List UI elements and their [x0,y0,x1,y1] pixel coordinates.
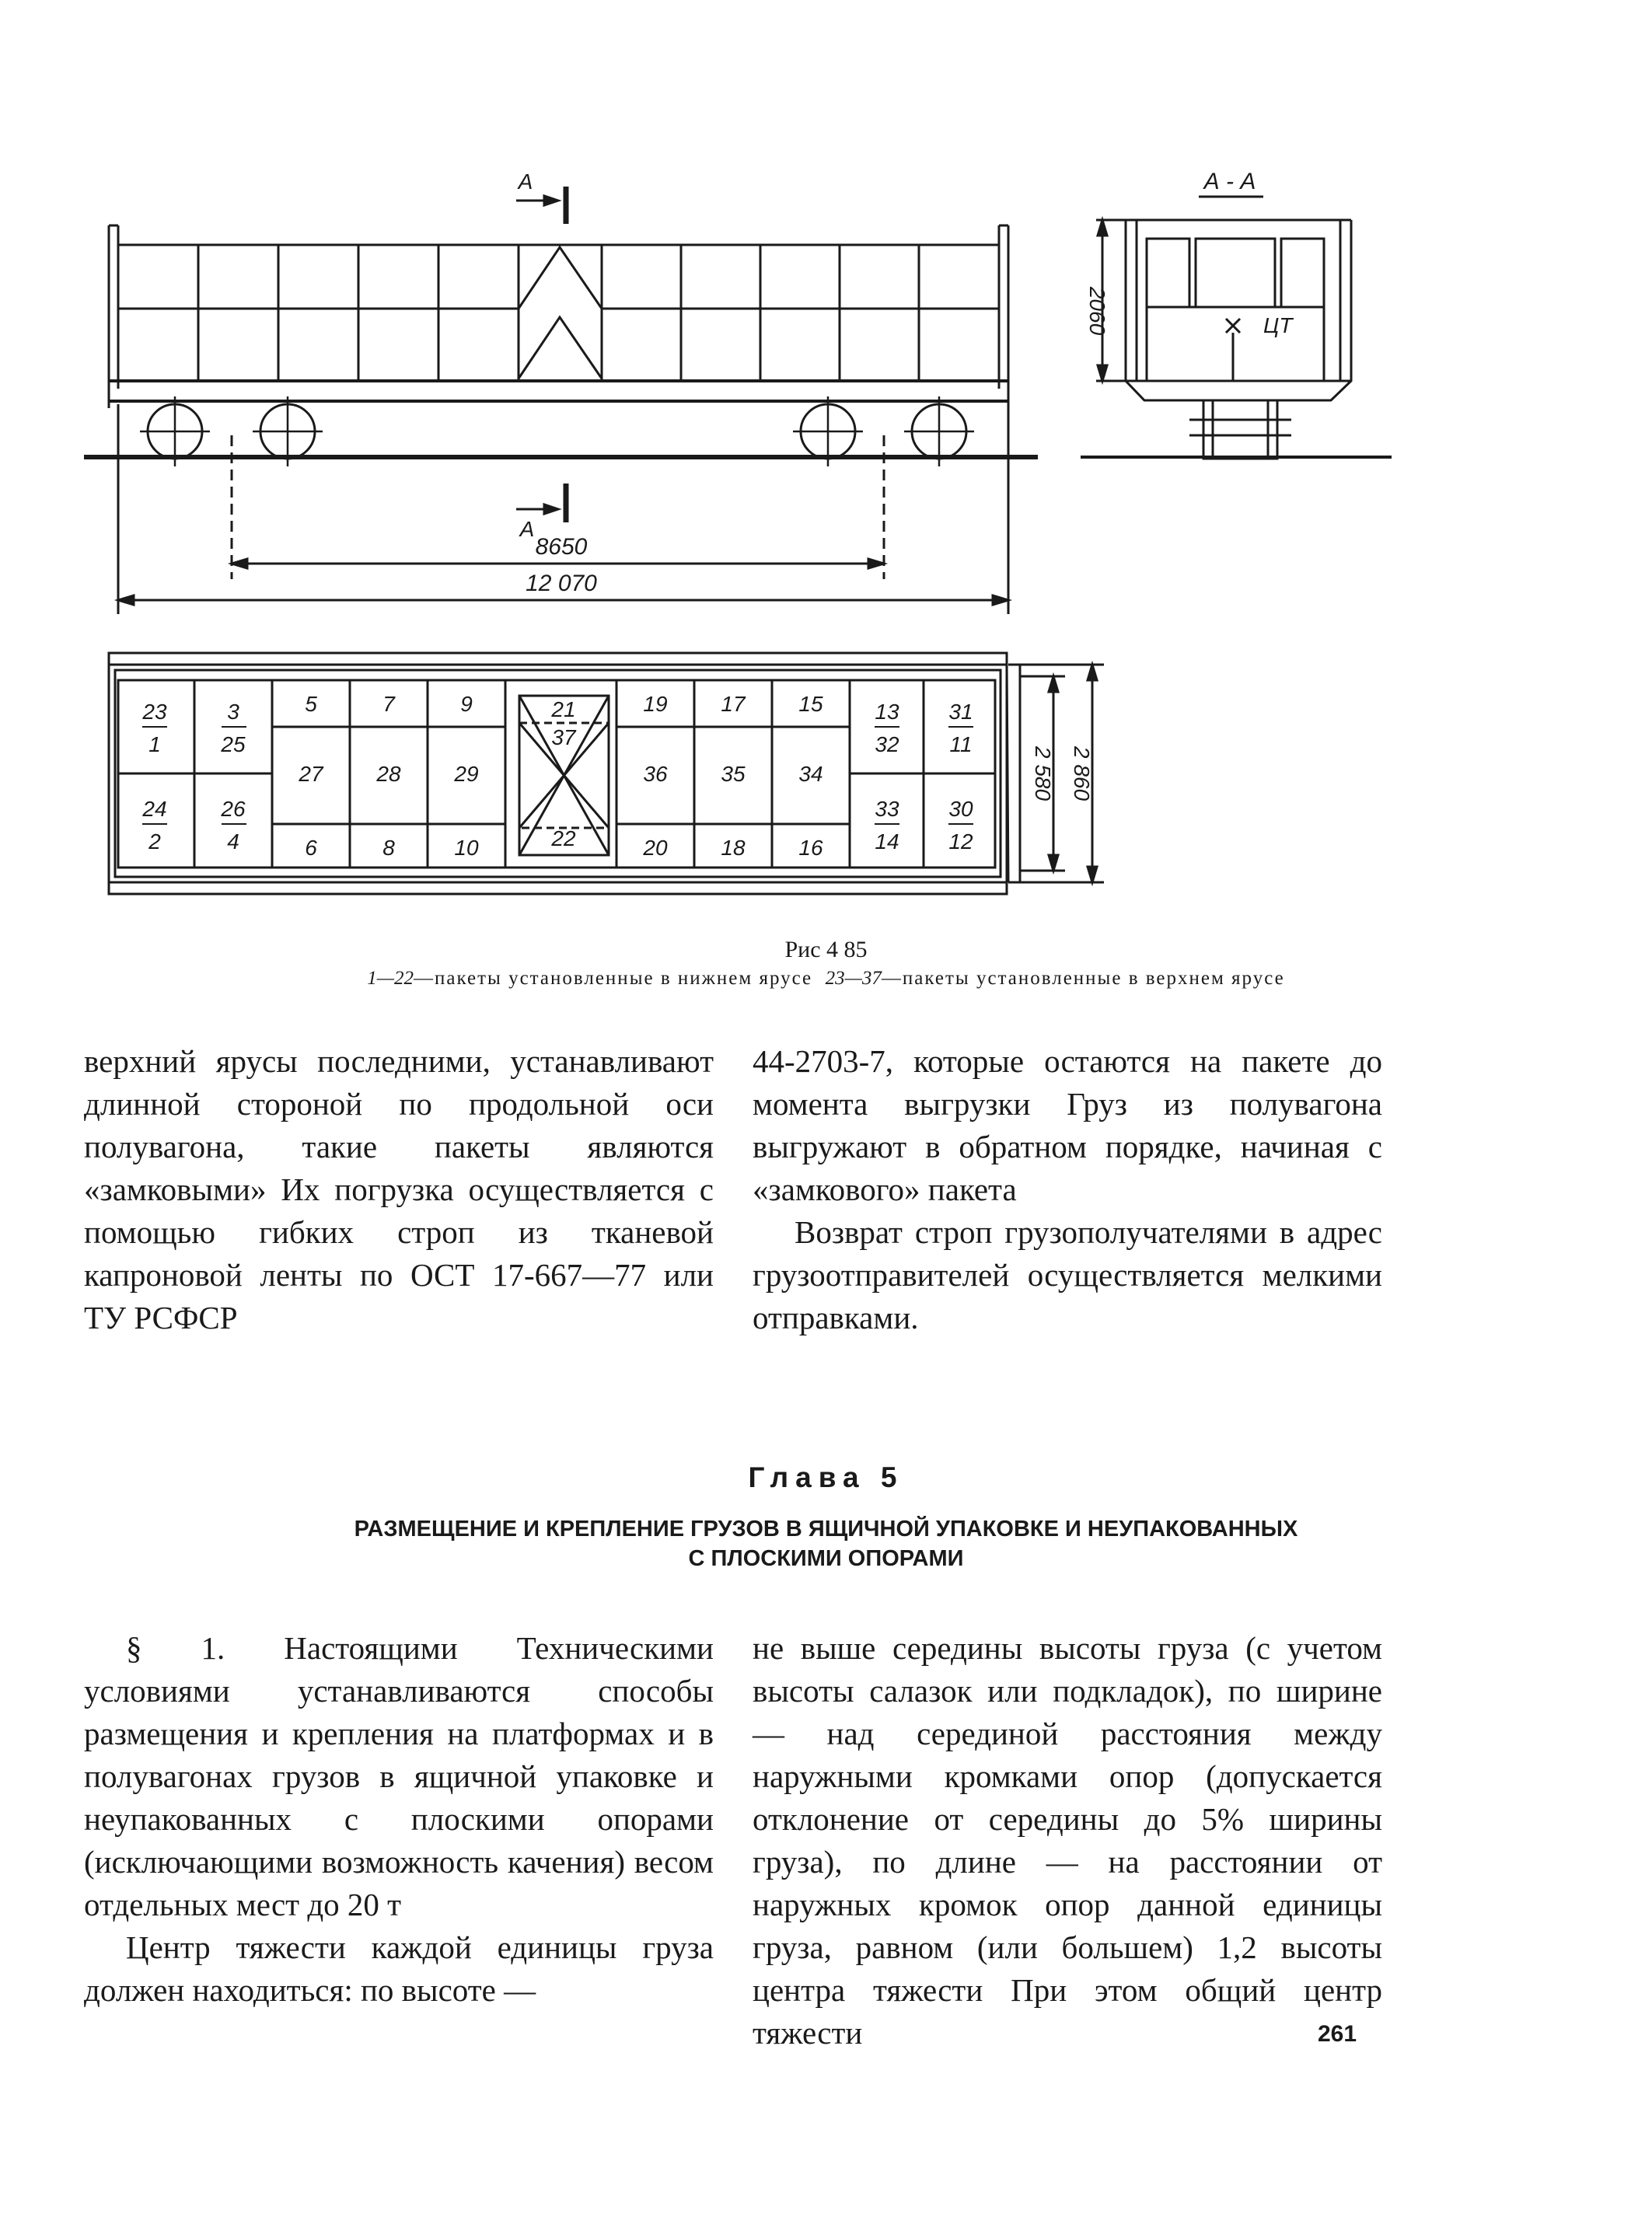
package-number: 14 [875,829,899,854]
package-number: 19 [643,692,668,716]
page-number: 261 [1318,2021,1357,2047]
text-column-bottom-right [753,1627,1382,2055]
text-column-bottom-left [84,1627,714,2012]
package-number: 5 [305,692,317,716]
package-number: 11 [949,732,973,756]
dim-inner-width-label: 2 580 [1031,745,1055,801]
chapter-title: Глава 5 [748,1461,904,1493]
package-number: 34 [798,762,823,786]
package-number: 23 [142,700,167,724]
package-number: 32 [875,732,899,756]
package-number: 12 [948,829,973,854]
package-number: 24 [142,797,167,821]
paragraph: Возврат строп грузополучателями в адрес грузоотправителей осуществляется мелкими отправками. [753,1214,1382,1335]
legend-upper-text: —пакеты установленные в верхнем ярусе [881,968,1285,989]
package-number: 6 [305,836,317,860]
dim-height-label: 2060 [1085,286,1109,336]
paragraph: § 1. Настоящими Техническими условиями устанавливаются способы размещения и крепления на платформах и в полувагонах грузов в ящичной упаковке и неупакованных с плоскими опорами (исключающими возможность качения) весом отдельных мест до 20 т [84,1630,714,1922]
plan-view [109,653,1104,894]
package-number: 36 [643,762,668,786]
package-number: 10 [454,836,479,860]
section-view [1081,197,1392,459]
package-number: 28 [376,762,401,786]
package-number: 18 [721,836,746,860]
dim-base-label: 8650 [535,534,588,560]
package-number: 27 [299,762,323,786]
paragraph: не выше середины высоты груза (с учетом высоты салазок или подкладок), по ширине — над серединой расстояния между наружными кромками опор (допускается отклонение от середины до 5% ширины груза), по длине — на расстоянии от наружных кромок опор данной единицы груза, равном (или большем) 1,2 высоты центра тяжести При этом общий центр тяжести [753,1630,1382,2051]
chapter-subtitle-line-1: РАЗМЕЩЕНИЕ И КРЕПЛЕНИЕ ГРУЗОВ В ЯЩИЧНОЙ УПАКОВКЕ И НЕУПАКОВАННЫХ [354,1517,1298,1541]
paragraph: Центр тяжести каждой единицы груза должен находиться: по высоте — [84,1929,714,2008]
package-number: 29 [454,762,479,786]
dim-outer-width-label: 2 860 [1070,745,1094,801]
package-number: 21 [551,697,576,721]
package-number: 30 [948,797,973,821]
package-number: 26 [221,797,246,821]
package-number: 22 [551,826,576,850]
package-number: 31 [948,700,973,724]
figure-caption: Рис 4 85 [784,937,868,962]
section-title: А - А [1203,169,1256,194]
figure-legend [124,968,1528,990]
package-number: 33 [875,797,899,821]
package-number: 7 [382,692,395,716]
package-number: 16 [798,836,823,860]
package-number: 8 [382,836,395,860]
text-column-top-right [753,1040,1382,1339]
dim-length-label: 12 070 [526,571,597,596]
paragraph: 44-2703-7, которые остаются на пакете до момента выгрузки Груз из полувагона выгружают в обратном порядке, начиная с «замкового» пакета [753,1043,1382,1207]
section-label-top: А [518,169,533,194]
package-number: 20 [643,836,668,860]
section-label-bottom: А [519,517,535,541]
legend-upper-range: 23—37 [825,968,882,989]
package-number: 35 [721,762,746,786]
package-number: 2 [148,829,161,854]
chapter-subtitle [0,1514,1652,1573]
legend-lower-text: —пакеты установленные в нижнем ярусе [414,968,813,989]
package-number: 25 [221,732,246,756]
chapter-subtitle-line-2: С ПЛОСКИМИ ОПОРАМИ [688,1546,964,1571]
package-number: 1 [148,732,161,756]
package-number: 37 [551,725,576,749]
package-number: 17 [721,692,746,716]
package-number: 13 [875,700,899,724]
paragraph: верхний ярусы последними, устанавливают длинной стороной по продольной оси полувагона, такие пакеты являются «замковыми» Их погрузка осуществляется с помощью гибких строп из тканевой капроновой ленты по ОСТ 17-667—77 или ТУ РСФСР [84,1043,714,1335]
cg-label: ЦТ [1263,313,1293,337]
legend-lower-range: 1—22 [367,968,414,989]
package-number: 4 [227,829,239,854]
technical-drawing [0,0,1652,933]
package-number: 3 [227,700,239,724]
text-column-top-left [84,1040,714,1339]
package-number: 15 [798,692,823,716]
package-number: 9 [460,692,473,716]
